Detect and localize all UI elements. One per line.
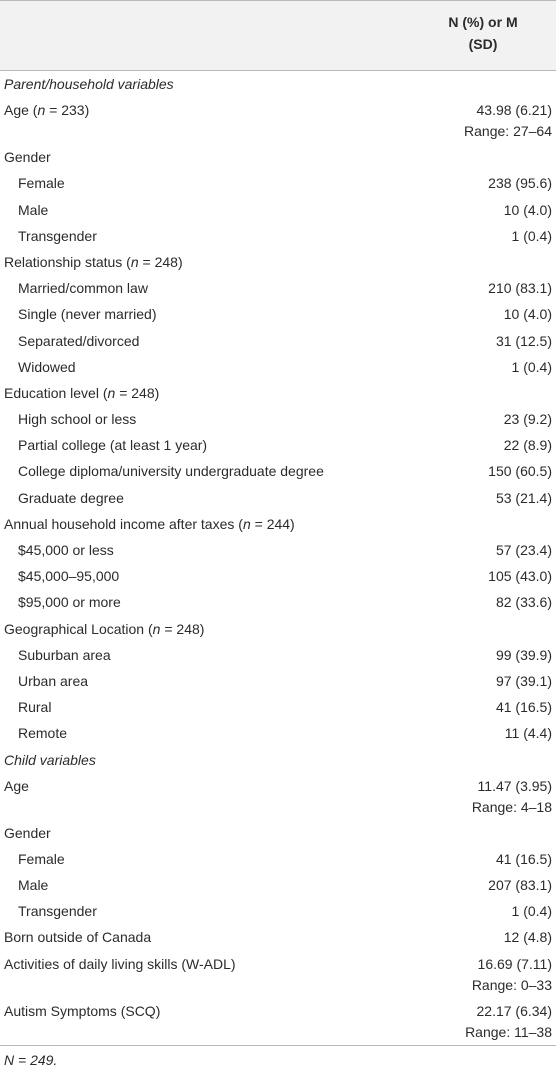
row-value-main: 150 (60.5) <box>488 463 552 480</box>
section-heading-row <box>0 71 556 97</box>
table-row <box>0 773 556 820</box>
row-label: Married/common law <box>18 280 148 297</box>
row-value <box>496 489 552 507</box>
row-label: Activities of daily living skills (W-ADL) <box>4 955 236 972</box>
table-row <box>0 642 556 668</box>
table-row <box>0 97 556 144</box>
row-value-main: 53 (21.4) <box>495 489 552 506</box>
row-value-main: 23 (9.2) <box>503 411 552 428</box>
table-row <box>0 301 556 327</box>
column-header-line1: N (%) or M <box>448 14 518 30</box>
row-label: Geographical Location (n = 248) <box>4 620 205 637</box>
table-row <box>0 328 556 354</box>
row-value <box>496 593 552 611</box>
row-value <box>504 305 552 323</box>
row-value <box>504 928 552 946</box>
row-value <box>488 876 552 894</box>
row-value-main: 11 (4.4) <box>504 725 552 742</box>
table-row <box>0 197 556 223</box>
row-value-range: Range: 11–38 <box>465 1023 552 1040</box>
table-row <box>0 924 556 950</box>
row-value-main: 10 (4.0) <box>503 306 552 323</box>
row-value <box>505 724 552 742</box>
row-value-main: 105 (43.0) <box>488 568 552 585</box>
row-label: Born outside of Canada <box>4 929 152 946</box>
row-label: Remote <box>18 725 68 742</box>
table-row <box>0 668 556 694</box>
row-label: Transgender <box>18 903 97 920</box>
row-label: Partial college (at least 1 year) <box>18 437 208 454</box>
row-value-main: 1 (0.4) <box>511 227 552 244</box>
row-value-main: 97 (39.1) <box>495 672 552 689</box>
table-row <box>0 354 556 380</box>
section-heading-row <box>0 747 556 773</box>
row-value <box>472 954 552 996</box>
row-value <box>488 462 552 480</box>
table-row <box>0 458 556 484</box>
row-value-main: 41 (16.5) <box>495 699 552 716</box>
row-value-main: 82 (33.6) <box>495 594 552 611</box>
table-row <box>0 249 556 275</box>
row-value <box>488 174 552 192</box>
row-value <box>472 776 552 818</box>
row-label: Autism Symptoms (SCQ) <box>4 1002 161 1019</box>
row-value-main: 210 (83.1) <box>488 280 552 297</box>
row-value <box>496 541 552 559</box>
row-value-main: 41 (16.5) <box>495 850 552 867</box>
table-row <box>0 144 556 170</box>
table-row <box>0 951 556 998</box>
row-value-main: 11.47 (3.95) <box>477 777 552 794</box>
row-value-main: 238 (95.6) <box>488 175 552 192</box>
row-value <box>512 227 552 245</box>
row-label: Gender <box>4 824 51 841</box>
row-label: Urban area <box>18 672 89 689</box>
table-row <box>0 589 556 615</box>
row-label: Education level (n = 248) <box>4 384 160 401</box>
row-label: Age (n = 233) <box>4 102 90 119</box>
row-value-main: 1 (0.4) <box>511 903 552 920</box>
row-value <box>496 850 552 868</box>
row-label: Graduate degree <box>18 489 124 506</box>
row-value <box>465 1001 552 1043</box>
table-row <box>0 998 556 1045</box>
row-value <box>504 201 552 219</box>
row-value <box>496 672 552 690</box>
table-row <box>0 223 556 249</box>
row-value <box>488 567 552 585</box>
table-header <box>0 1 556 70</box>
row-value <box>464 100 552 142</box>
row-label: College diploma/university undergraduate degree <box>18 463 324 480</box>
table-row <box>0 485 556 511</box>
row-label: Male <box>18 877 49 894</box>
row-value-main: 22.17 (6.34) <box>476 1002 552 1019</box>
row-value-main: 43.98 (6.21) <box>476 102 552 119</box>
table-row <box>0 275 556 301</box>
row-value-main: 12 (4.8) <box>503 929 552 946</box>
row-label: Annual household income after taxes (n = 244) <box>4 515 295 532</box>
row-label: Widowed <box>18 358 76 375</box>
table-body <box>0 71 556 1045</box>
row-label: Rural <box>18 699 52 716</box>
row-label: $95,000 or more <box>18 594 121 611</box>
row-value <box>488 279 552 297</box>
section-heading: Child variables <box>4 751 96 768</box>
row-value-main: 57 (23.4) <box>495 542 552 558</box>
row-label: Female <box>18 175 65 192</box>
row-value <box>496 332 552 350</box>
row-label: Transgender <box>18 227 97 244</box>
table-row <box>0 170 556 196</box>
row-label: Separated/divorced <box>18 332 140 349</box>
table-row <box>0 380 556 406</box>
table-row <box>0 872 556 898</box>
row-label: High school or less <box>18 411 137 428</box>
table-row <box>0 720 556 746</box>
row-value-main: 31 (12.5) <box>495 332 552 349</box>
row-value <box>504 436 552 454</box>
row-value <box>512 358 552 376</box>
section-heading: Parent/household variables <box>4 76 174 92</box>
table-row <box>0 511 556 537</box>
table-footnote: N = 249. <box>4 1051 58 1068</box>
row-label: Relationship status (n = 248) <box>4 253 183 270</box>
row-value <box>496 646 552 664</box>
row-value <box>504 410 552 428</box>
row-value-main: 99 (39.9) <box>495 646 552 663</box>
table-row <box>0 406 556 432</box>
row-label: Suburban area <box>18 646 111 663</box>
column-header <box>428 11 538 55</box>
row-label: $45,000 or less <box>18 542 114 558</box>
row-label: Age <box>4 777 29 794</box>
row-value <box>512 902 552 920</box>
row-value-main: 207 (83.1) <box>488 877 552 894</box>
table-row <box>0 432 556 458</box>
table-row <box>0 616 556 642</box>
row-label: Male <box>18 201 49 218</box>
row-label: Gender <box>4 149 51 166</box>
table-row <box>0 563 556 589</box>
table-row <box>0 898 556 924</box>
table-row <box>0 694 556 720</box>
table-row <box>0 537 556 563</box>
row-value-range: Range: 27–64 <box>464 123 552 140</box>
row-value-main: 10 (4.0) <box>503 201 552 218</box>
column-header-line2: (SD) <box>468 36 498 52</box>
row-label: $45,000–95,000 <box>18 568 120 585</box>
row-value-main: 1 (0.4) <box>511 358 552 375</box>
row-value-main: 16.69 (7.11) <box>477 955 552 972</box>
row-value-range: Range: 0–33 <box>471 976 552 993</box>
table-row <box>0 820 556 846</box>
row-value-range: Range: 4–18 <box>471 798 552 815</box>
row-label: Single (never married) <box>18 306 157 323</box>
table-row <box>0 846 556 872</box>
row-value-main: 22 (8.9) <box>503 437 552 454</box>
row-value <box>496 698 552 716</box>
row-label: Female <box>18 850 65 867</box>
